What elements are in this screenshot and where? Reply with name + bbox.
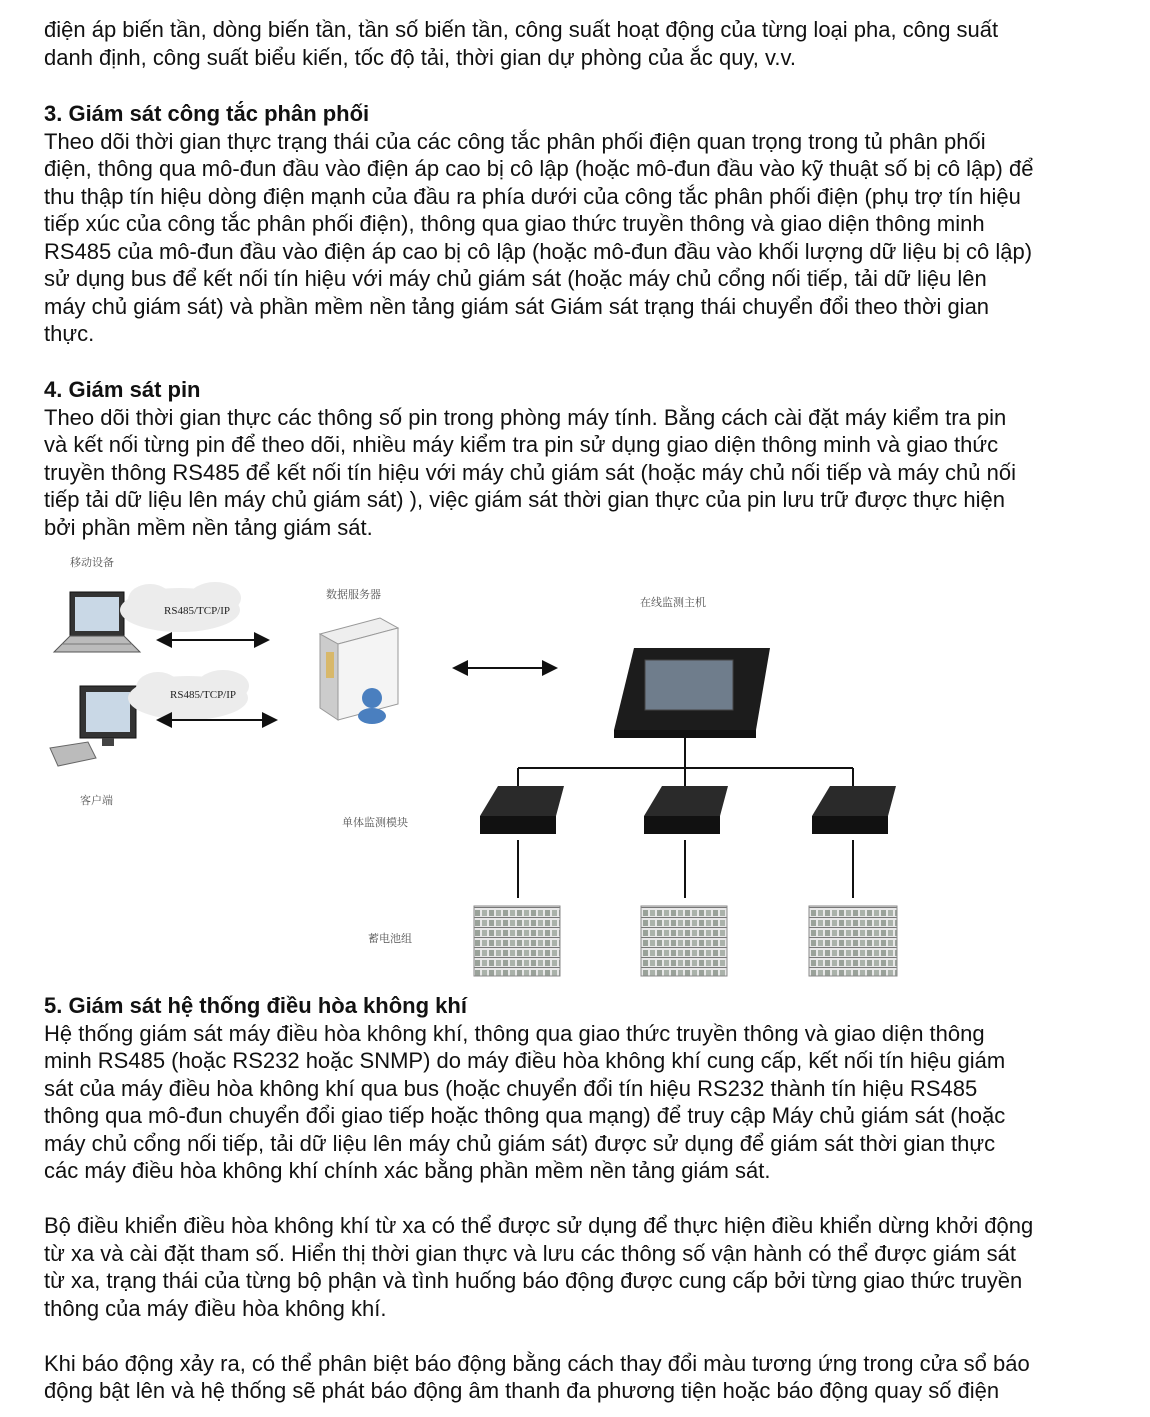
text-line: và kết nối từng pin để theo dõi, nhiều máy kiểm tra pin sử dụng giao diện thông minh và giao thức bbox=[44, 432, 999, 457]
battery-rack-icon bbox=[474, 906, 560, 976]
section-air-conditioning bbox=[44, 992, 1134, 1405]
text-line: thông của máy điều hòa không khí. bbox=[44, 1295, 387, 1321]
text-line: minh RS485 (hoặc RS232 hoặc SNMP) do máy điều hòa không khí cung cấp, kết nối tín hiệu giám bbox=[44, 1048, 1006, 1073]
protocol-label: RS485/TCP/IP bbox=[170, 689, 237, 701]
text-line: Khi báo động xảy ra, có thể phân biệt báo động bằng cách thay đổi màu tương ứng trong cửa sổ báo bbox=[44, 1350, 1030, 1376]
text-line: Theo dõi thời gian thực các thông số pin trong phòng máy tính. Bằng cách cài đặt máy kiểm tra pin bbox=[44, 404, 1007, 430]
text-line: bởi phần mềm nền tảng giám sát. bbox=[44, 514, 373, 540]
text-line: danh định, công suất biểu kiến, tốc độ tải, thời gian dự phòng của ắc quy, v.v. bbox=[44, 44, 796, 70]
data-server-label: 数据服务器 bbox=[326, 588, 381, 601]
text-line: truyền thông RS485 để kết nối tín hiệu với máy chủ giám sát (hoặc máy chủ nối tiếp và máy chủ nối bbox=[44, 459, 1016, 485]
intro-paragraph bbox=[44, 16, 1134, 71]
text-line: RS485 của mô-đun đầu vào điện áp cao bị cô lập (hoặc mô-đun đầu vào khối lượng dữ liệu bị cô lập) bbox=[44, 238, 1033, 264]
server-icon bbox=[320, 618, 398, 724]
text-line: tiếp tải dữ liệu lên máy chủ giám sát) ), việc giám sát thời gian thực của pin lưu trữ được thực hiện bbox=[44, 487, 1005, 512]
section-heading: 5. Giám sát hệ thống điều hòa không khí bbox=[44, 993, 467, 1018]
text-line: động bật lên và hệ thống sẽ phát báo động âm thanh đa phương tiện hoặc báo động quay số điện bbox=[44, 1378, 1000, 1403]
monitor-module-icon bbox=[644, 786, 728, 834]
text-line: thông qua mô-đun chuyển đổi giao tiếp hoặc thông qua mạng) để truy cập Máy chủ giám sát (hoặc bbox=[44, 1103, 1006, 1128]
online-monitoring-host-label: 在线监测主机 bbox=[640, 596, 706, 609]
spacer bbox=[44, 1322, 1134, 1350]
text-line: máy chủ giám sát) và phần mềm nền tảng giám sát Giám sát trạng thái chuyển đổi theo thời gian bbox=[44, 293, 990, 319]
text-line: điện áp biến tần, dòng biến tần, tần số biến tần, công suất hoạt động của từng loại pha, công suất bbox=[44, 17, 999, 42]
battery-rack-icon bbox=[641, 906, 727, 976]
section-battery bbox=[44, 376, 1134, 541]
text-line: máy chủ cổng nối tiếp, tải dữ liệu lên máy chủ giám sát) được sử dụng để giám sát thời gian thực bbox=[44, 1130, 996, 1156]
section-heading: 4. Giám sát pin bbox=[44, 377, 201, 402]
text-line: sử dụng bus để kết nối tín hiệu với máy chủ giám sát (hoặc máy chủ cổng nối tiếp, tải dữ liệu lên bbox=[44, 266, 987, 291]
monitoring-host-icon bbox=[614, 648, 770, 738]
text-line: sát của máy điều hòa không khí qua bus (hoặc chuyển đổi tín hiệu RS232 thành tín hiệu RS485 bbox=[44, 1075, 978, 1101]
spacer bbox=[44, 1185, 1134, 1213]
text-line: các máy điều hòa không khí chính xác bằng phần mềm nền tảng giám sát. bbox=[44, 1158, 771, 1183]
text-line: thực. bbox=[44, 321, 95, 346]
text-line: từ xa, trạng thái của từng bộ phận và tình huống báo động được cung cấp bởi từng giao thức truyền bbox=[44, 1268, 1023, 1293]
protocol-label: RS485/TCP/IP bbox=[164, 605, 231, 617]
text-line: điện, thông qua mô-đun đầu vào điện áp cao bị cô lập (hoặc mô-đun đầu vào kỹ thuật số bị cô lập) để bbox=[44, 156, 1034, 181]
battery-bank-label: 蓄电池组 bbox=[368, 932, 412, 945]
text-line: tiếp xúc của công tắc phân phối điện), thông qua giao thức truyền thông và giao diện thông minh bbox=[44, 211, 985, 236]
monitor-module-icon bbox=[480, 786, 564, 834]
text-line: từ xa và cài đặt tham số. Hiển thị thời gian thực và lưu các thông số vận hành có thể được giám sát bbox=[44, 1240, 1016, 1266]
battery-monitoring-diagram bbox=[40, 548, 910, 980]
text-line: thu thập tín hiệu dòng điện mạnh của đầu ra phía dưới của công tắc phân phối điện (phụ trợ tín hiệu bbox=[44, 183, 1021, 209]
client-label: 客户端 bbox=[80, 794, 113, 807]
text-line: Bộ điều khiển điều hòa không khí từ xa có thể được sử dụng để thực hiện điều khiển dừng khởi động bbox=[44, 1213, 1034, 1238]
desktop-computer-icon bbox=[50, 686, 136, 766]
section-heading: 3. Giám sát công tắc phân phối bbox=[44, 101, 370, 126]
text-line: Hệ thống giám sát máy điều hòa không khí, thông qua giao thức truyền thông và giao diện thông bbox=[44, 1020, 985, 1046]
monitor-module-icon bbox=[812, 786, 896, 834]
battery-rack-icon bbox=[809, 906, 897, 976]
section-distribution-switch bbox=[44, 100, 1134, 348]
mobile-device-label: 移动设备 bbox=[70, 556, 114, 569]
text-line: Theo dõi thời gian thực trạng thái của các công tắc phân phối điện quan trọng trong tủ phân phối bbox=[44, 128, 986, 154]
cell-monitor-module-label: 单体监测模块 bbox=[342, 816, 408, 829]
